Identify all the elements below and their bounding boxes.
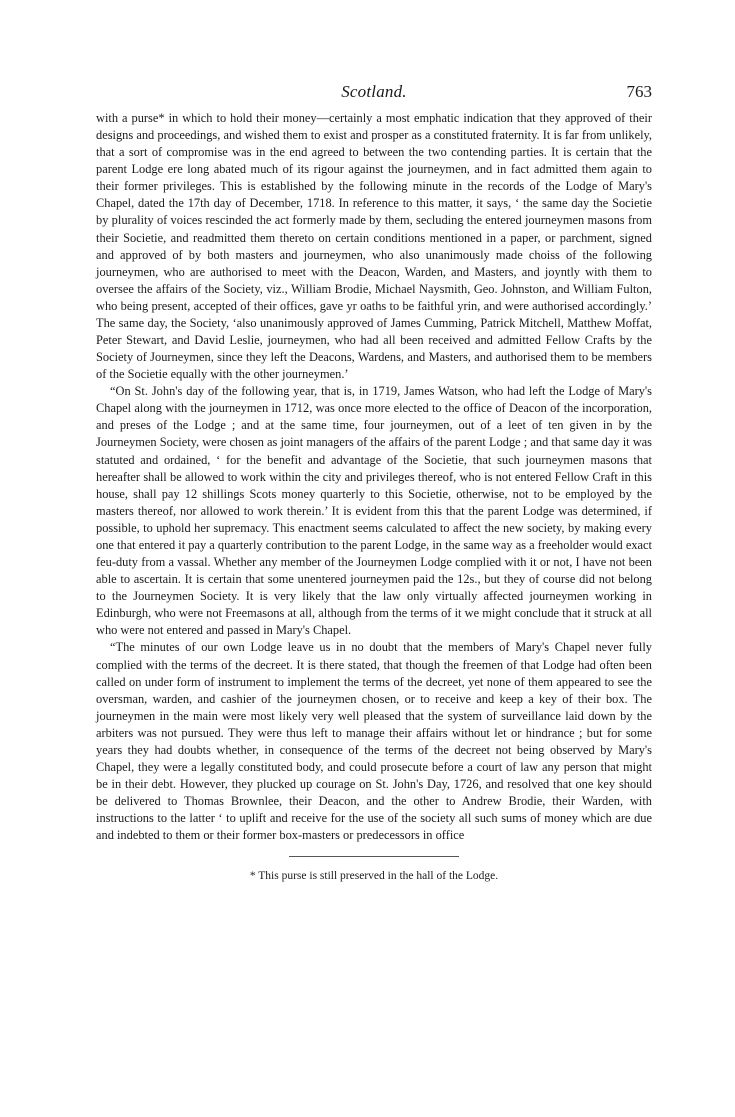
running-head	[96, 80, 652, 110]
paragraph-2: “On St. John's day of the following year, that is, in 1719, James Watson, who had left the Lodge of Mary's Chapel along with the journeymen in 1712, was once more elected to the office of Deacon of the incorporation, and preses of the Lodge ; and at the same time, four journeymen, out of a leet of ten given in by the Journeymen Society, were chosen as joint managers of the affairs of the parent Lodge ; and that same day it was statuted and ordained, ‘ for the benefit and advantage of the Societie, that such journeymen masons that hereafter shall be allowed to work within the city and privileges thereof, who is not entered Fellow Craft in this house, shall pay 12 shillings Scots money quarterly to this Societie, otherwise, not to be employed by the masters thereof, nor allowed to work therein.’ It is evident from this that the parent Lodge was determined, if possible, to uphold her supremacy. This enactment seems calculated to affect the new society, by making every one that entered it pay a quarterly contribution to the parent Lodge, in the same way as a freeholder would exact feu-duty from a vassal. Whether any member of the Journeymen Lodge complied with it or not, I have not been able to ascertain. It is certain that some unentered journeymen paid the 12s., but they of course did not belong to the Journeymen Society. It is very likely that the law only virtually affected journeymen working in Edinburgh, who were not Freemasons at all, although from the terms of it we might conclude that it struck at all who were not entered and passed in Mary's Chapel.	[96, 384, 652, 638]
paragraph-1: with a purse* in which to hold their money—certainly a most emphatic indication that they approved of their designs and proceedings, and wished them to exist and prosper as a constituted fraternity. It is far from unlikely, that a sort of compromise was in the end agreed to between the two contending parties. It is certain that the parent Lodge ere long abated much of its rigour against the journeymen, and in fact admitted them again to their former privileges. This is established by the following minute in the records of the Lodge of Mary's Chapel, dated the 17th day of December, 1718. In reference to this matter, it says, ‘ the same day the Societie by plurality of voices rescinded the act formerly made by them, secluding the entered journeymen masons from their Societie, and readmitted them thereto on certain conditions mentioned in a paper, or parchment, signed and approved of by both masters and journeymen, who also unanimously made choiss of the following journeymen, who are authorised to meet with the Deacon, Warden, and Masters, and joyntly with them to oversee the affairs of the Society, viz., William Brodie, Michael Naysmith, Geo. Johnston, and William Fulton, who being present, accepted of their offices, gave yr oaths to be faithful yrin, and were authorised accordingly.’ The same day, the Society, ‘also unanimously approved of James Cumming, Patrick Mitchell, Matthew Moffat, Peter Stewart, and David Leslie, journeymen, who had all been received and admitted Fellow Crafts by the Society of Journeymen, since they left the Deacons, Wardens, and Masters, and authorised them to be members of the Societie equally with the other journeymen.’	[96, 111, 652, 382]
running-title: Scotland.	[341, 82, 407, 101]
body-text	[96, 110, 652, 844]
paragraph-3: “The minutes of our own Lodge leave us in no doubt that the members of Mary's Chapel never fully complied with the terms of the decreet. It is there stated, that though the freemen of that Lodge had often been called on under form of instrument to implement the terms of the decreet, yet none of them appeared to see the oversman, warden, and cashier of the journeymen chosen, or to receive and keep a key of their box. The journeymen in the main were most likely very well pleased that the system of surveillance laid down by the arbiters was not pursued. They were thus left to manage their affairs without let or hindrance ; but for some years they had doubts whether, in consequence of the terms of the decreet not being observed by Mary's Chapel, they were a legally constituted body, and could prosecute before a court of law any person that might be in their debt. However, they plucked up courage on St. John's Day, 1726, and resolved that one key should be delivered to Thomas Brownlee, their Deacon, and the other to Andrew Brodie, their Warden, with instructions to the latter ‘ to uplift and receive for the use of the society all such sums of money which are due and indebted to them or their former box-masters or predecessors in office	[96, 640, 652, 843]
page-number: 763	[626, 82, 652, 101]
book-page	[96, 80, 652, 883]
footnote: * This purse is still preserved in the hall of the Lodge.	[249, 870, 499, 883]
footnote-divider	[289, 856, 459, 857]
